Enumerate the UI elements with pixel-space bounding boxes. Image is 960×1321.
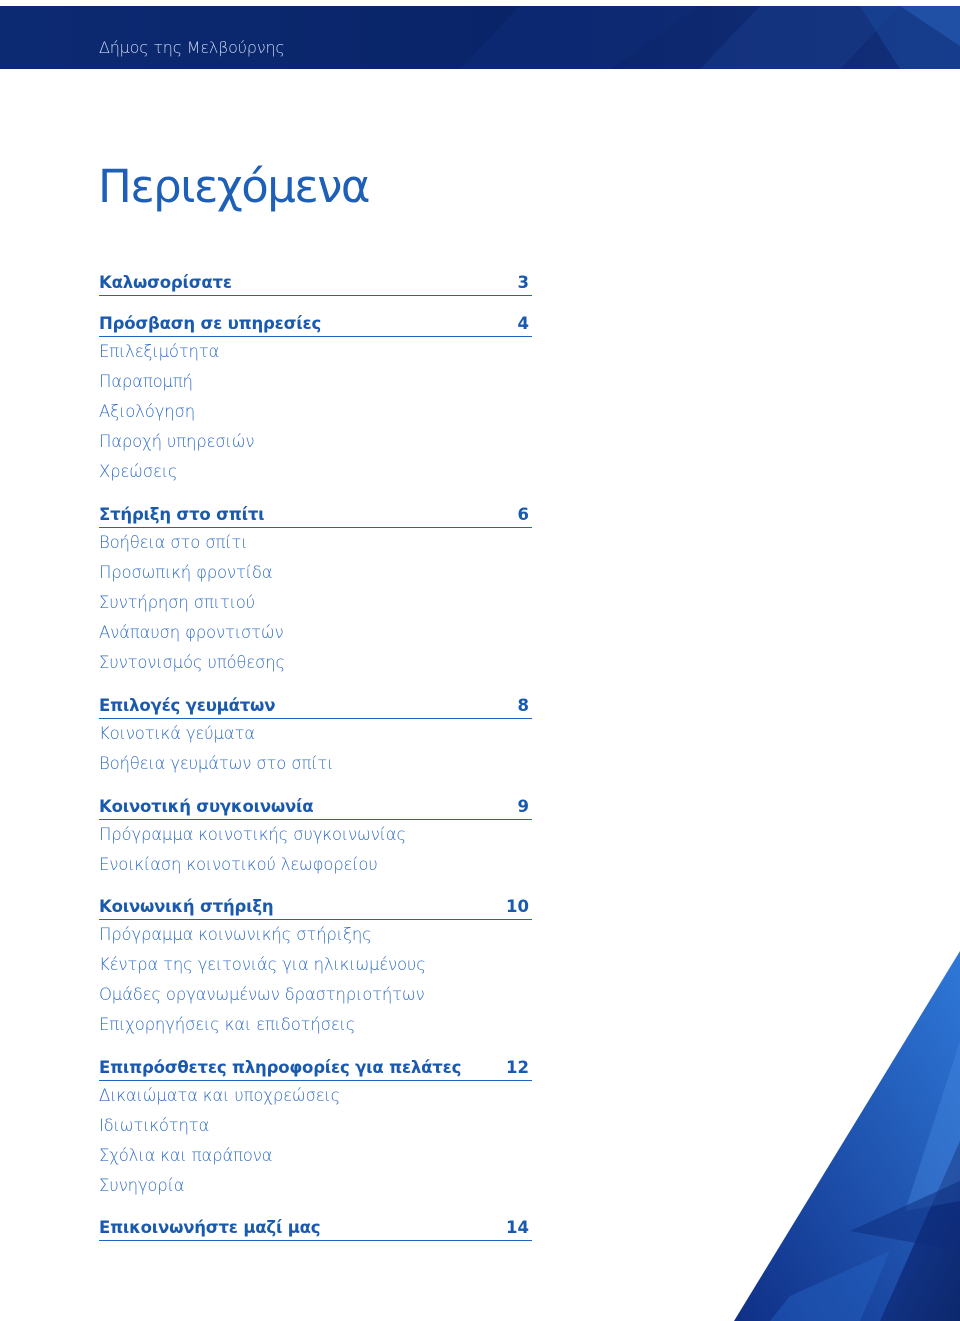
toc-heading[interactable]: [99, 1211, 532, 1241]
toc-item[interactable]: Χρεώσεις: [99, 462, 178, 481]
toc-item[interactable]: Κέντρα της γειτονιάς για ηλικιωμένους: [99, 955, 426, 974]
toc-item[interactable]: Ενοικίαση κοινοτικού λεωφορείου: [99, 855, 378, 874]
page-title: Περιεχόμενα: [98, 160, 370, 213]
toc-item[interactable]: Ιδιωτικότητα: [99, 1116, 210, 1135]
toc-sub-list: [99, 820, 532, 880]
toc-sub-list: [99, 528, 532, 678]
toc-heading[interactable]: [99, 790, 532, 820]
toc-heading-page: 6: [517, 505, 529, 524]
toc-heading-page: 3: [517, 273, 529, 292]
toc-item[interactable]: Παροχή υπηρεσιών: [99, 432, 255, 451]
toc-item[interactable]: Αξιολόγηση: [99, 402, 195, 421]
organization-name: Δήμος της Μελβούρνης: [99, 38, 285, 57]
toc-item[interactable]: Επιχορηγήσεις και επιδοτήσεις: [99, 1015, 356, 1034]
toc-heading-page: 12: [506, 1058, 529, 1077]
toc-item[interactable]: Πρόγραμμα κοινοτικής συγκοινωνίας: [99, 825, 406, 844]
toc-section: [99, 498, 532, 678]
toc-section: [99, 1051, 532, 1201]
toc-sub-list: [99, 337, 532, 487]
toc-item[interactable]: Κοινοτικά γεύματα: [99, 724, 255, 743]
toc-heading-title: Επιλογές γευμάτων: [99, 696, 276, 715]
toc-heading-page: 4: [517, 314, 529, 333]
toc-section: [99, 266, 532, 296]
toc-section: [99, 689, 532, 779]
toc-item[interactable]: Σχόλια και παράπονα: [99, 1146, 273, 1165]
toc-heading[interactable]: [99, 1051, 532, 1081]
toc-sub-list: [99, 1081, 532, 1201]
toc-section: [99, 1211, 532, 1241]
toc-sub-list: [99, 920, 532, 1040]
decorative-corner-graphic: [730, 951, 960, 1321]
toc-heading-page: 9: [517, 797, 529, 816]
toc-heading[interactable]: [99, 498, 532, 528]
toc-heading-page: 10: [506, 897, 529, 916]
toc-item[interactable]: Συνηγορία: [99, 1176, 185, 1195]
toc-heading[interactable]: [99, 266, 532, 296]
toc-section: [99, 307, 532, 487]
toc-item[interactable]: Παραπομπή: [99, 372, 193, 391]
toc-item[interactable]: Βοήθεια γευμάτων στο σπίτι: [99, 754, 334, 773]
toc-heading[interactable]: [99, 307, 532, 337]
toc-sub-list: [99, 719, 532, 779]
toc-heading-title: Επιπρόσθετες πληροφορίες για πελάτες: [99, 1058, 462, 1077]
toc-item[interactable]: Βοήθεια στο σπίτι: [99, 533, 248, 552]
toc-heading-page: 14: [506, 1218, 529, 1237]
header-banner: [0, 6, 960, 69]
toc-heading-title: Καλωσορίσατε: [99, 273, 232, 292]
toc-item[interactable]: Επιλεξιμότητα: [99, 342, 220, 361]
toc-item[interactable]: Δικαιώματα και υποχρεώσεις: [99, 1086, 341, 1105]
toc-item[interactable]: Ανάπαυση φροντιστών: [99, 623, 284, 642]
toc-item[interactable]: Συντήρηση σπιτιού: [99, 593, 256, 612]
toc-heading[interactable]: [99, 689, 532, 719]
toc-item[interactable]: Ομάδες οργανωμένων δραστηριοτήτων: [99, 985, 425, 1004]
toc-section: [99, 790, 532, 880]
toc-item[interactable]: Προσωπική φροντίδα: [99, 563, 273, 582]
toc-heading-title: Πρόσβαση σε υπηρεσίες: [99, 314, 322, 333]
toc-item[interactable]: Πρόγραμμα κοινωνικής στήριξης: [99, 925, 372, 944]
toc-heading-title: Κοινοτική συγκοινωνία: [99, 797, 314, 816]
toc-section: [99, 890, 532, 1040]
toc-heading-title: Επικοινωνήστε μαζί μας: [99, 1218, 321, 1237]
toc-heading-page: 8: [517, 696, 529, 715]
toc-heading[interactable]: [99, 890, 532, 920]
toc-item[interactable]: Συντονισμός υπόθεσης: [99, 653, 285, 672]
toc-heading-title: Στήριξη στο σπίτι: [99, 505, 265, 524]
toc-heading-title: Κοινωνική στήριξη: [99, 897, 274, 916]
